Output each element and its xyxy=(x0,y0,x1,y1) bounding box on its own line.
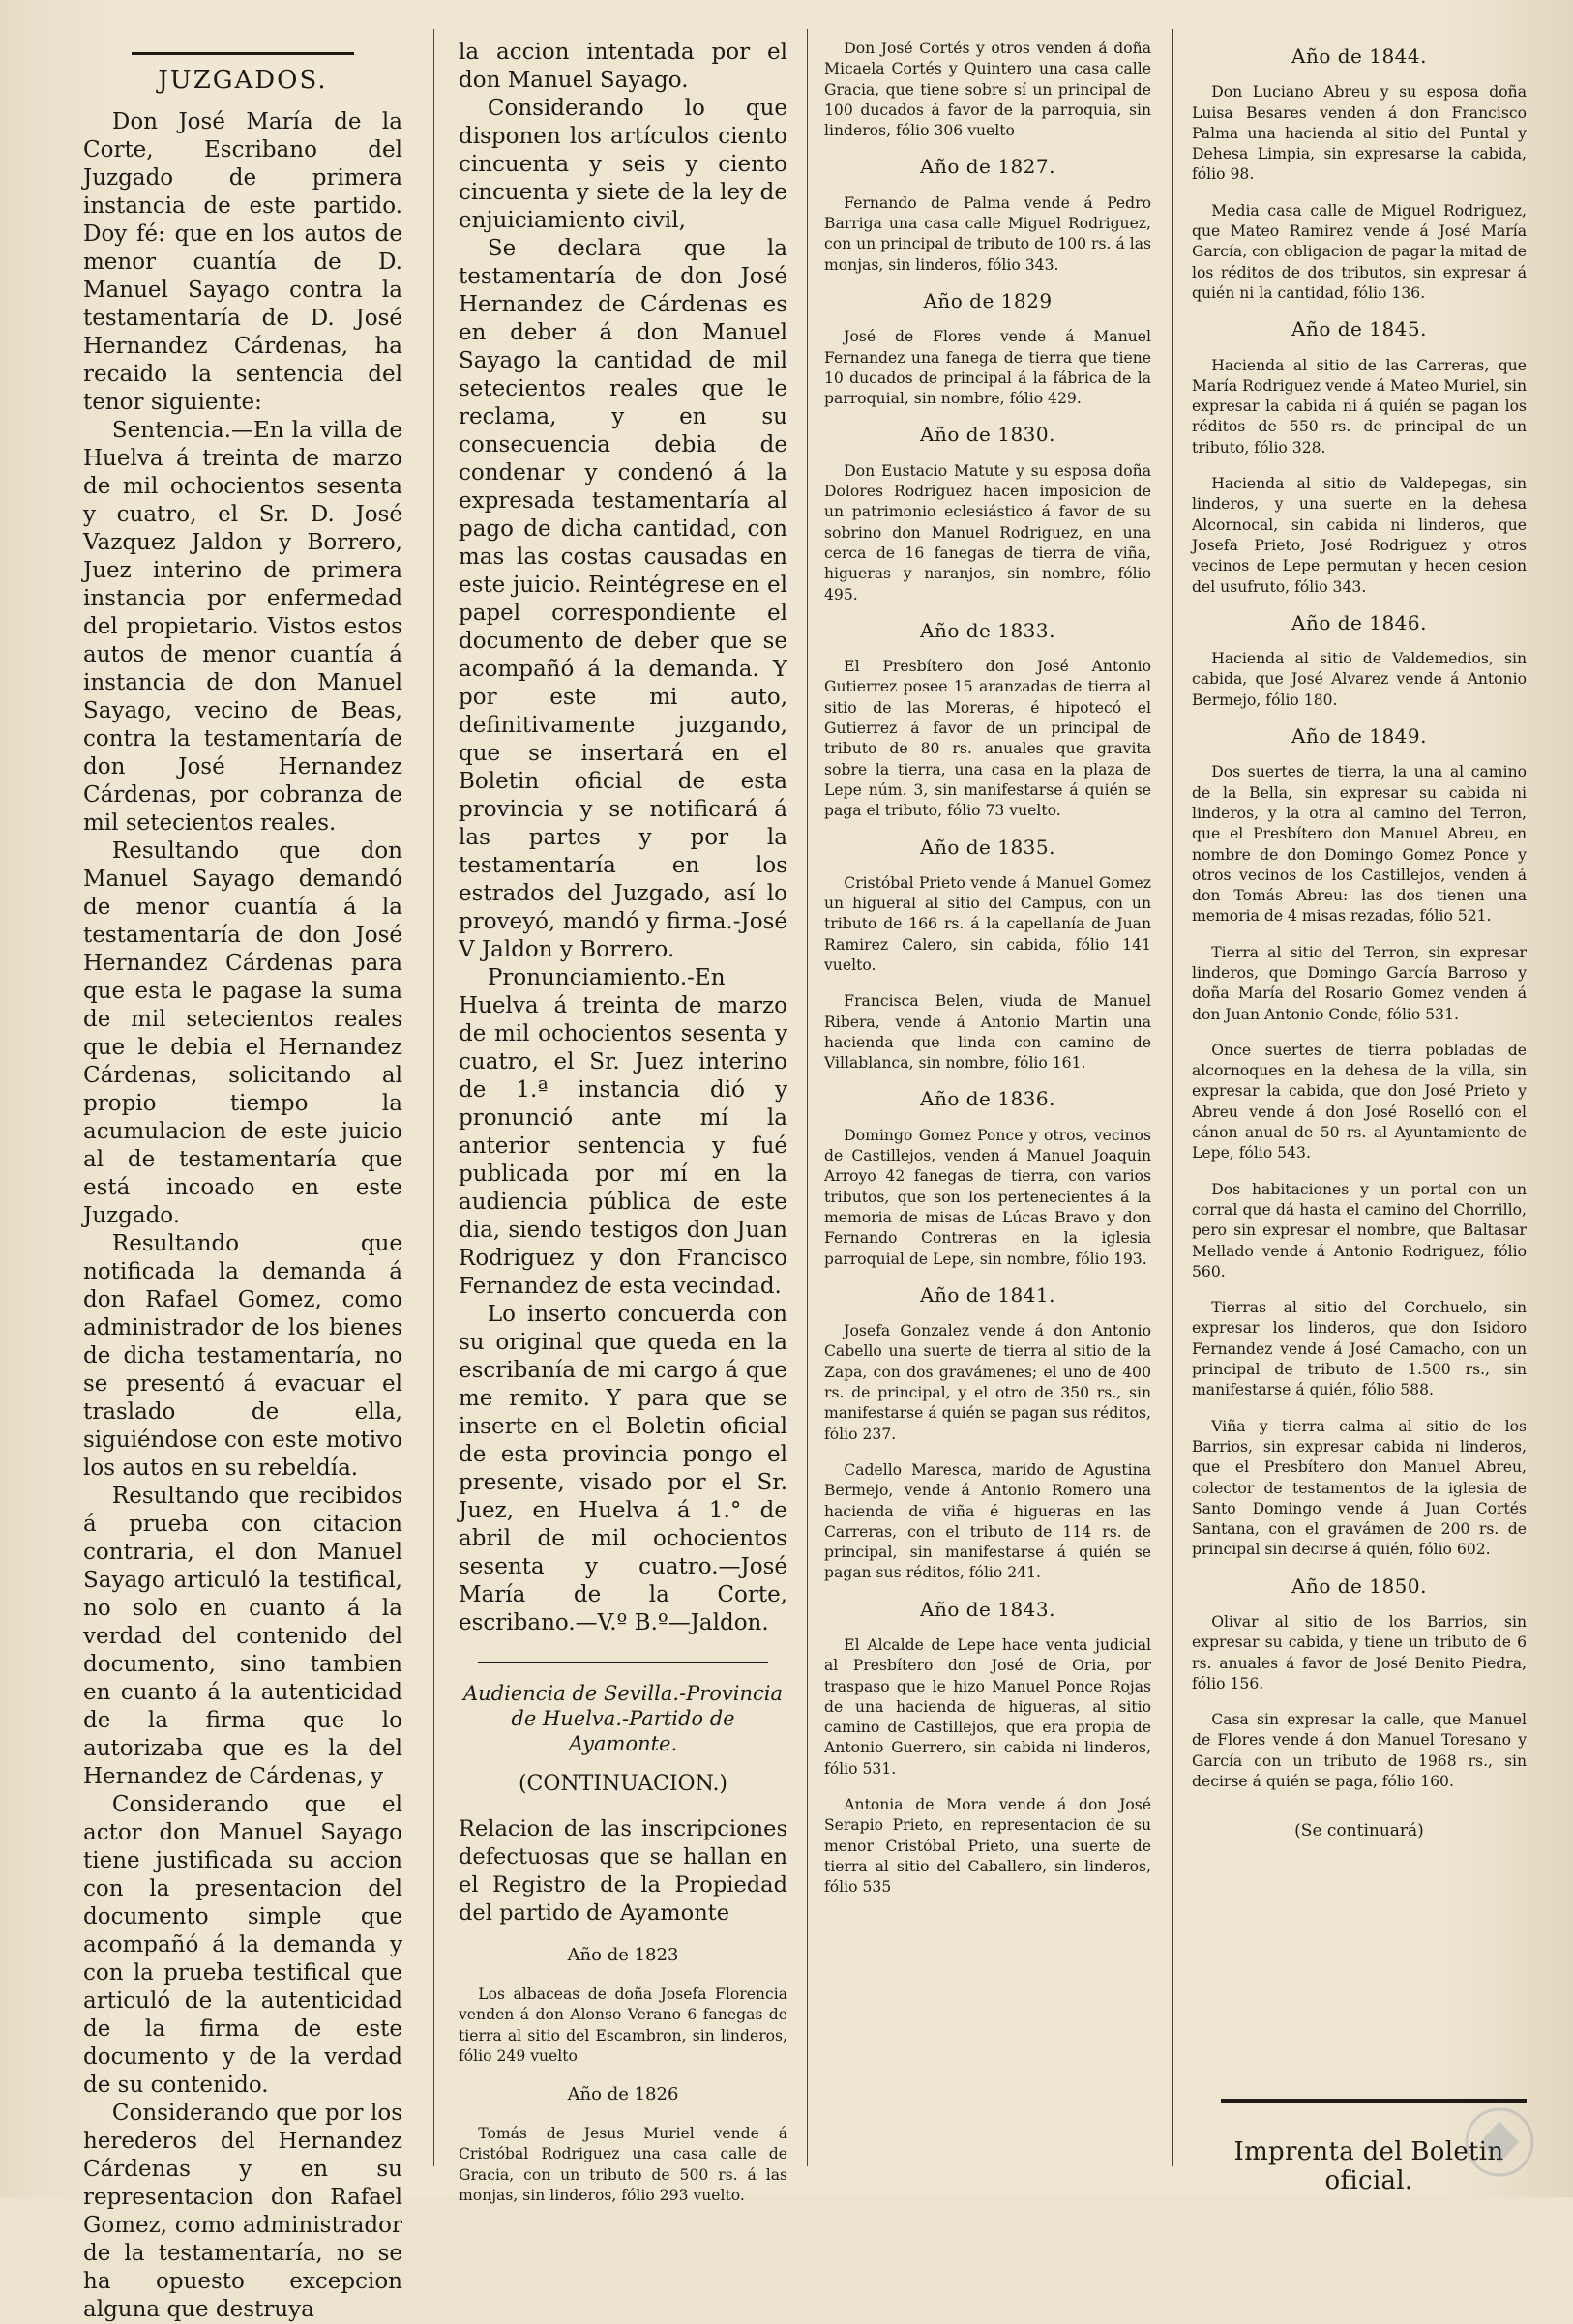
printer-footer: Imprenta del Boletin oficial. xyxy=(1233,2137,1504,2195)
year-heading: Año de 1827. xyxy=(920,155,1055,179)
paragraph: la accion intentada por el don Manuel Sayago. xyxy=(459,40,787,93)
registry-entry: Dos habitaciones y un portal con un corral que dá hasta el camino del Chorrillo, pero sin expresar el nombre, que Baltasar Mellado vende á Antonio Rodriguez, fólio 560. xyxy=(1192,1180,1527,1280)
registry-entry: Don Eustacio Matute y su esposa doña Dolores Rodriguez hacen imposicion de un patrimonio eclesiástico á favor de su sobrino don Manuel Rodriguez, en una cerca de 16 fanegas de tierra de viña, higueras y naranjos, sin nombre, fólio 495. xyxy=(824,461,1151,603)
paragraph: Considerando que por los herederos del Hernandez Cárdenas y en su representacion don Rafael Gomez, como administrador de la testamentaría, no se ha opuesto excepcion alguna que destruya xyxy=(83,2101,402,2322)
registry-entry: Media casa calle de Miguel Rodriguez, que Mateo Ramirez vende á José María García, con obligacion de pagar la mitad de los réditos de dos tributos, sin expresar á quién ni la cantidad, fólio 136. xyxy=(1192,201,1527,302)
registry-entry: Fernando de Palma vende á Pedro Barriga una casa calle Miguel Rodriguez, con un principal de tributo de 100 rs. á las monjas, sin linderos, fólio 343. xyxy=(824,193,1151,274)
section-rule xyxy=(478,1662,768,1663)
column-4 xyxy=(1192,39,1527,1842)
registry-entry: Tomás de Jesus Muriel vende á Cristóbal Rodriguez una casa calle de Gracia, con un tributo de 500 rs. á las monjas, sin linderos, fólio 293 vuelto. xyxy=(459,2125,787,2205)
registry-entry: Cristóbal Prieto vende á Manuel Gomez un higueral al sitio del Campus, con un tributo de 166 rs. á la capellanía de Juan Ramirez Calero, sin cabida, fólio 141 vuelto. xyxy=(824,873,1151,974)
paragraph: Considerando que el actor don Manuel Sayago tiene justificada su accion con la presentacion del documento simple que acompañó á la demanda y con la prueba testifical que articuló de la autenticidad de la firma de este documento y de la verdad de su contenido. xyxy=(83,1792,402,2098)
top-rule xyxy=(132,52,354,55)
year-heading: Año de 1841. xyxy=(920,1282,1055,1307)
registry-entry: Josefa Gonzalez vende á don Antonio Cabello una suerte de tierra al sitio de la Zapa, con dos gravámenes; el uno de 400 rs. de principal, y el otro de 350 rs., sin manifestarse á quién se pagan sus réditos, fólio 237. xyxy=(824,1322,1151,1443)
year-heading: Año de 1833. xyxy=(920,618,1055,642)
audiencia-heading: Audiencia de Sevilla.-Provincia de Huelva.-Partido de Ayamonte. xyxy=(462,1682,784,1755)
year-heading: Año de 1826 xyxy=(567,2084,679,2105)
registry-sections xyxy=(1192,46,1527,1792)
year-heading: Año de 1829 xyxy=(923,288,1053,312)
registry-entry: Tierras al sitio del Corchuelo, sin expresar los linderos, que don Isidoro Fernandez vende á José Camacho, con un principal de tributo de 1.500 rs., sin manifestarse á quién, fólio 588. xyxy=(1192,1299,1527,1399)
year-heading: Año de 1850. xyxy=(1291,1574,1427,1598)
registry-entry: Don Luciano Abreu y su esposa doña Luisa Besares venden á don Francisco Palma una hacienda al sitio del Puntal y Dehesa Limpia, sin expresarse la cabida, fólio 98. xyxy=(1192,83,1527,184)
year-heading: Año de 1835. xyxy=(920,835,1055,859)
registry-sections xyxy=(824,157,1151,1897)
year-heading: Año de 1844. xyxy=(1291,44,1427,68)
relacion-title: Relacion de las inscripciones defectuosas que se hallan en el Registro de la Propiedad del partido de Ayamonte xyxy=(459,1816,787,1926)
year-heading: Año de 1846. xyxy=(1291,610,1427,634)
paragraph: Sentencia.—En la villa de Huelva á treinta de marzo de mil ochocientos sesenta y cuatro, el Sr. D. José Vazquez Jaldon y Borrero, Juez interino de primera instancia por enfermedad del propietario. Vistos estos autos de menor cuantía á instancia de don Manuel Sayago, vecino de Beas, contra la testamentaría de don José Hernandez Cárdenas, por cobranza de mil setecientos reales. xyxy=(83,418,402,836)
column-3 xyxy=(824,39,1151,1914)
column-rule xyxy=(807,29,808,2166)
paragraph: Se declara que la testamentaría de don José Hernandez de Cárdenas es en deber á don Manuel Sayago la cantidad de mil setecientos reales que le reclama, y en su consecuencia debia de condenar y condenó á la expresada testamentaría al pago de dicha cantidad, con mas las costas causadas en este juicio. Reintégrese en el papel correspondiente el documento de deber que se acompañó á la demanda. Y por este mi auto, definitivamente juzgando, que se insertará en el Boletin oficial de esta provincia y se notificará á las partes y por la testamentaría en los estrados del Juzgado, así lo proveyó, mandó y firma.-José V Jaldon y Borrero. xyxy=(459,236,787,962)
registry-entry: Don José Cortés y otros venden á doña Micaela Cortés y Quintero una casa calle Gracia, que tiene sobre sí un principal de 100 ducados á favor de la parroquia, sin linderos, fólio 306 vuelto xyxy=(824,40,1151,140)
registry-entry: El Alcalde de Lepe hace venta judicial al Presbítero don José de Oria, por traspaso que le hizo Manuel Ponce Rojas de una hacienda de higueras, al sitio camino de Castillejos, que era propia de Antonio Guerrero, sin cabida ni linderos, fólio 531. xyxy=(824,1636,1151,1778)
registry-entry: Hacienda al sitio de Valdemedios, sin cabida, que José Alvarez vende á Antonio Bermejo, fólio 180. xyxy=(1192,650,1527,709)
paragraph: Pronunciamiento.-En Huelva á treinta de marzo de mil ochocientos sesenta y cuatro, el Sr. Juez interino de 1.ª instancia dió y pronunció ante mí la anterior sentencia y fué publicada por mí en la audiencia pública de este dia, siendo testigos don Juan Rodriguez y don Francisco Fernandez de esta vecindad. xyxy=(459,965,787,1299)
registry-entry: Casa sin expresar la calle, que Manuel de Flores vende á don Manuel Toresano y García con un tributo de 1968 rs., sin decirse á quién se paga, fólio 160. xyxy=(1192,1711,1527,1791)
registry-entry: Antonia de Mora vende á don José Serapio Prieto, en representacion de su menor Cristóbal Prieto, una suerte de tierra al sitio del Caballero, sin linderos, fólio 535 xyxy=(824,1796,1151,1897)
registry-entry: Los albaceas de doña Josefa Florencia venden á don Alonso Verano 6 fanegas de tierra al sitio del Escambron, sin linderos, fólio 249 vuelto xyxy=(459,1986,787,2065)
registry-entry: Cadello Maresca, marido de Agustina Bermejo, vende á Antonio Romero una hacienda de viña é higueras en las Carreras, con el tributo de 114 rs. de principal, sin manifestarse á quién se pagan sus réditos, fólio 241. xyxy=(824,1460,1151,1582)
paragraph: Lo inserto concuerda con su original que queda en la escribanía de mi cargo á que me remito. Y para que se inserte en el Boletin oficial de esta provincia pongo el presente, visado por el Sr. Juez, en Huelva á 1.° de abril de mil ochocientos sesenta y cuatro.—José María de la Corte, escribano.—V.º B.º—Jaldon. xyxy=(459,1302,787,1635)
year-heading: Año de 1843. xyxy=(920,1597,1055,1621)
registry-entry: Francisca Belen, viuda de Manuel Ribera, vende á Antonio Martin una hacienda que linda con camino de Villablanca, sin nombre, fólio 161. xyxy=(824,992,1151,1073)
paragraph: Resultando que recibidos á prueba con citacion contraria, el don Manuel Sayago articuló la testifical, no solo en cuanto á la verdad del contenido del documento, sino tambien en cuanto á la autenticidad de la firma que lo autorizaba que es la del Hernandez de Cárdenas, y xyxy=(83,1484,402,1789)
column-1 xyxy=(83,39,402,2324)
column-2 xyxy=(459,39,787,2206)
paragraph: Don José María de la Corte, Escribano del Juzgado de primera instancia de este partido. Doy fé: que en los autos de menor cuantía de D. Manuel Sayago contra la testamentaría de D. José Hernandez Cárdenas, ha recaido la sentencia del tenor siguiente: xyxy=(83,109,402,415)
year-heading: Año de 1823 xyxy=(567,1945,679,1965)
year-heading: Año de 1849. xyxy=(1291,724,1427,749)
continuacion-heading: (CONTINUACION.) xyxy=(518,1772,728,1796)
registry-entry: El Presbítero don José Antonio Gutierrez posee 15 aranzadas de tierra al sitio de las Moreras, é hipotecó el Gutierrez á favor de un principal de tributo de 80 rs. anuales que gravita sobre la tierra, una casa en la plaza de Lepe núm. 3, sin manifestarse á quién se paga el tributo, fólio 73 vuelto. xyxy=(824,658,1151,820)
paragraph: Considerando lo que disponen los artículos ciento cincuenta y seis y ciento cincuenta y siete de la ley de enjuiciamiento civil, xyxy=(459,96,787,233)
registry-entry: Dos suertes de tierra, la una al camino de la Bella, sin expresar su cabida ni linderos, y la otra al camino del Terron, que el Presbítero don Manuel Abreu, en nombre de don Domingo Gomez Ponce y otros vecinos de los Castillejos, venden á don Tomás Abreu: las dos tienen una memoria de 4 misas rezadas, fólio 521. xyxy=(1192,763,1527,926)
paragraph: Resultando que notificada la demanda á don Rafael Gomez, como administrador de los bienes de dicha testamentaría, no se presentó á evacuar el traslado de ella, siguiéndose con este motivo los autos en su rebeldía. xyxy=(83,1231,402,1481)
column-rule xyxy=(1172,29,1173,2166)
registry-entry: Tierra al sitio del Terron, sin expresar linderos, que Domingo García Barroso y doña María del Rosario Gomez venden á don Juan Antonio Conde, fólio 531. xyxy=(1192,943,1527,1023)
section-heading: JUZGADOS. xyxy=(158,66,328,95)
registry-entry: Domingo Gomez Ponce y otros, vecinos de Castillejos, venden á Manuel Joaquin Arroyo 42 fanegas de tierra, con varios tributos, que son los pertenecientes á la memoria de misas de Lúcas Bravo y don Fernando Contreras en la iglesia parroquial de Lepe, sin nombre, fólio 193. xyxy=(824,1126,1151,1268)
registry-entry: Olivar al sitio de los Barrios, sin expresar su cabida, y tiene un tributo de 6 rs. anuales á favor de José Benito Piedra, fólio 156. xyxy=(1192,1613,1527,1692)
year-heading: Año de 1845. xyxy=(1291,317,1427,341)
column-rule xyxy=(433,29,434,2166)
year-heading: Año de 1830. xyxy=(920,423,1055,447)
footer-rule xyxy=(1221,2099,1527,2103)
registry-entry: Hacienda al sitio de las Carreras, que María Rodriguez vende á Mateo Muriel, sin expresar la cabida ni á quién se pagan los réditos de 550 rs. de principal de un tributo, fólio 328. xyxy=(1192,356,1527,456)
archive-stamp xyxy=(1451,2103,1548,2181)
continuara-note: (Se continuará) xyxy=(1294,1821,1424,1841)
registry-entry: Hacienda al sitio de Valdepegas, sin linderos, y una suerte en la dehesa Alcornocal, sin cabida ni linderos, que Josefa Prieto, José Rodriguez y otros vecinos de Lepe permutan y hecen cesion del usufruto, fólio 343. xyxy=(1192,475,1527,596)
registry-entry: Viña y tierra calma al sitio de los Barrios, sin expresar cabida ni linderos, que el Presbítero don Manuel Abreu, colector de testamentos de la iglesia de Santo Domingo vende á Juan Cortés Santana, con el gravámen de 200 rs. de principal sin decirse á quién, fólio 602. xyxy=(1192,1417,1527,1559)
registry-entry: José de Flores vende á Manuel Fernandez una fanega de tierra que tiene 10 ducados de principal á la fábrica de la parroquial, sin nombre, fólio 429. xyxy=(824,328,1151,408)
paragraph: Resultando que don Manuel Sayago demandó de menor cuantía á la testamentaría de don José Hernandez Cárdenas para que esta le pagase la suma de mil setecientos reales que le debia el Hernandez Cárdenas, solicitando al propio tiempo la acumulacion de este juicio al de testamentaría que está incoado en este Juzgado. xyxy=(83,838,402,1228)
year-heading: Año de 1836. xyxy=(920,1087,1055,1111)
registry-entry: Once suertes de tierra pobladas de alcornoques en la dehesa de la villa, sin expresar la cabida, que don José Prieto y Abreu vende á don José Roselló con el cánon anual de 50 rs. al Ayuntamiento de Lepe, fólio 543. xyxy=(1192,1041,1527,1162)
